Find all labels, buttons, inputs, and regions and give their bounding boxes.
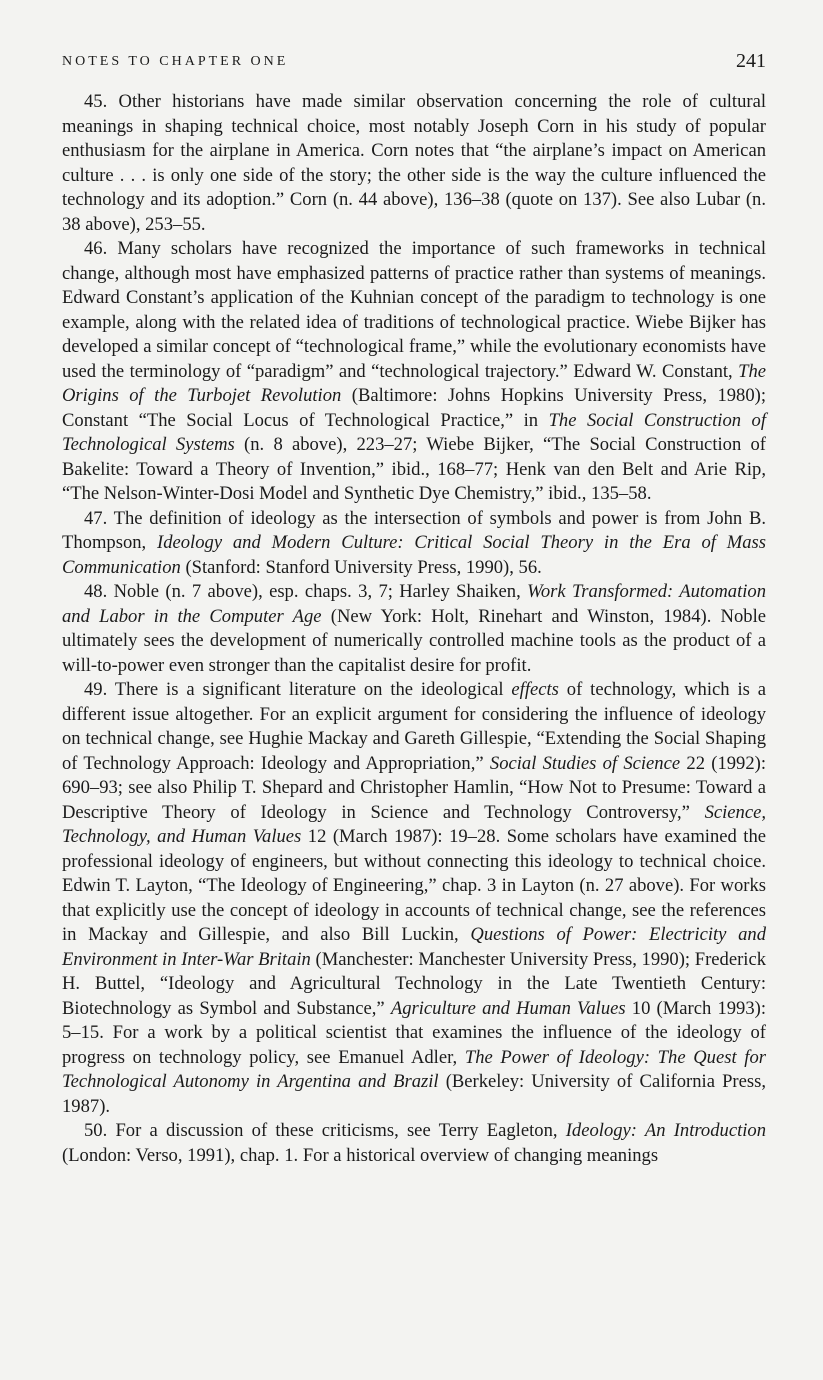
journal-title: Science, Technology, and Human Values [62,801,766,847]
note-number: 45. [84,91,108,112]
note-text: (Manchester: Manchester University Press, 1990); Frederick H. Buttel, “Ideology and Agricultural Technology in the Late Twentieth Century: Biotechnology as Symbol and Substance,” [62,948,767,1019]
note-text: (London: Verso, 1991), chap. 1. For a historical overview of changing meanings [62,1144,659,1166]
note-text: Many scholars have recognized the importance of such frameworks in technical change, although most have emphasized patterns of practice rather than systems of meanings. Edward Constant’s application of the Kuhnian concept of the paradigm to technology is one example, along with the related idea of traditions of technological practice. Wiebe Bijker has developed a similar concept of “technological frame,” while the evolutionary economists have used the terminology of “paradigm” and “technological trajectory.” Edward W. Constant, [62,238,766,382]
endnote-45 [62,90,766,237]
book-title: Ideology and Modern Culture: Critical Social Theory in the Era of Mass Communication [62,532,766,578]
endnote-48 [62,580,766,678]
journal-title: Agriculture and Human Values [390,997,626,1019]
note-text: For a discussion of these criticisms, see Terry Eagleton, [115,1120,566,1141]
note-text: (Baltimore: Johns Hopkins University Press, 1980); Constant “The Social Locus of Technological Practice,” in [62,385,766,431]
journal-title: Social Studies of Science [489,752,681,774]
book-title: Work Transformed: Automation and Labor in the Computer Age [62,581,767,627]
book-title: The Power of Ideology: The Quest for Technological Autonomy in Argentina and Brazil [62,1046,766,1092]
endnote-46 [62,237,766,507]
book-title: Ideology: An Introduction [565,1120,766,1141]
note-text: (New York: Holt, Rinehart and Winston, 1984). Noble ultimately sees the development of numerically controlled machine tools as the product of a will-to-power even stronger than the capitalist desire for profit. [62,605,766,676]
note-text: (Stanford: Stanford University Press, 1990), 56. [180,556,542,578]
note-text: Other historians have made similar observation concerning the role of cultural meanings in shaping technical choice, most notably Joseph Corn in his study of popular enthusiasm for the airplane in America. Corn notes that “the airplane’s impact on American culture . . . is only one side of the story; the other side is the way the culture influenced the technology and its adoption.” Corn (n. 44 above), 136–38 (quote on 137). See also Lubar (n. 38 above), 253–55. [62,91,766,235]
endnotes-list [62,90,766,1168]
book-title: The Social Construction of Technological Systems [62,409,766,455]
note-text: (n. 8 above), 223–27; Wiebe Bijker, “The Social Construction of Bakelite: Toward a Theory of Invention,” ibid., 168–77; Henk van den Belt and Arie Rip, “The Nelson-Winter-Dosi Model and Synthetic Dye Chemistry,” ibid., 135–58. [62,434,766,504]
note-number: 50. [84,1120,108,1141]
running-head [62,52,766,74]
note-text: 12 (March 1987): 19–28. Some scholars have examined the professional ideology of engineers, but without connecting this ideology to technical choice. Edwin T. Layton, “The Ideology of Engineering,” chap. 3 in Layton (n. 27 above). For works that explicitly use the concept of ideology in accounts of technical change, see the references in Mackay and Gillespie, and also Bill Luckin, [62,826,766,945]
note-text: 10 (March 1993): 5–15. For a work by a political scientist that examines the influence of the ideology of progress on technology policy, see Emanuel Adler, [62,997,766,1068]
page-number: 241 [736,50,766,72]
note-text: of technology, which is a different issue altogether. For an explicit argument for considering the influence of ideology on technical change, see Hughie Mackay and Gareth Gillespie, “Extending the Social Shaping of Technology Approach: Ideology and Appropriation,” [62,679,766,774]
book-title: The Origins of the Turbojet Revolution [62,360,766,406]
note-text: Noble (n. 7 above), esp. chaps. 3, 7; Harley Shaiken, [113,581,528,602]
note-number: 47. [84,507,108,529]
note-text: 22 (1992): 690–93; see also Philip T. Shepard and Christopher Hamlin, “How Not to Presume: Toward a Descriptive Theory of Ideology in Science and Technology Controversy,” [62,752,766,823]
emphasis: effects [511,679,559,700]
note-number: 46. [84,238,108,259]
endnote-47 [62,507,766,581]
running-title: NOTES TO CHAPTER ONE [62,54,289,69]
note-text: There is a significant literature on the ideological [114,679,512,700]
book-title: Questions of Power: Electricity and Environment in Inter-War Britain [62,924,766,970]
note-number: 48. [84,581,108,602]
note-text: The definition of ideology as the intersection of symbols and power is from John B. Thompson, [62,507,766,553]
note-text: (Berkeley: University of California Press, 1987). [62,1071,766,1117]
endnote-49 [62,678,766,1119]
note-number: 49. [84,679,108,700]
endnote-50 [62,1119,766,1168]
